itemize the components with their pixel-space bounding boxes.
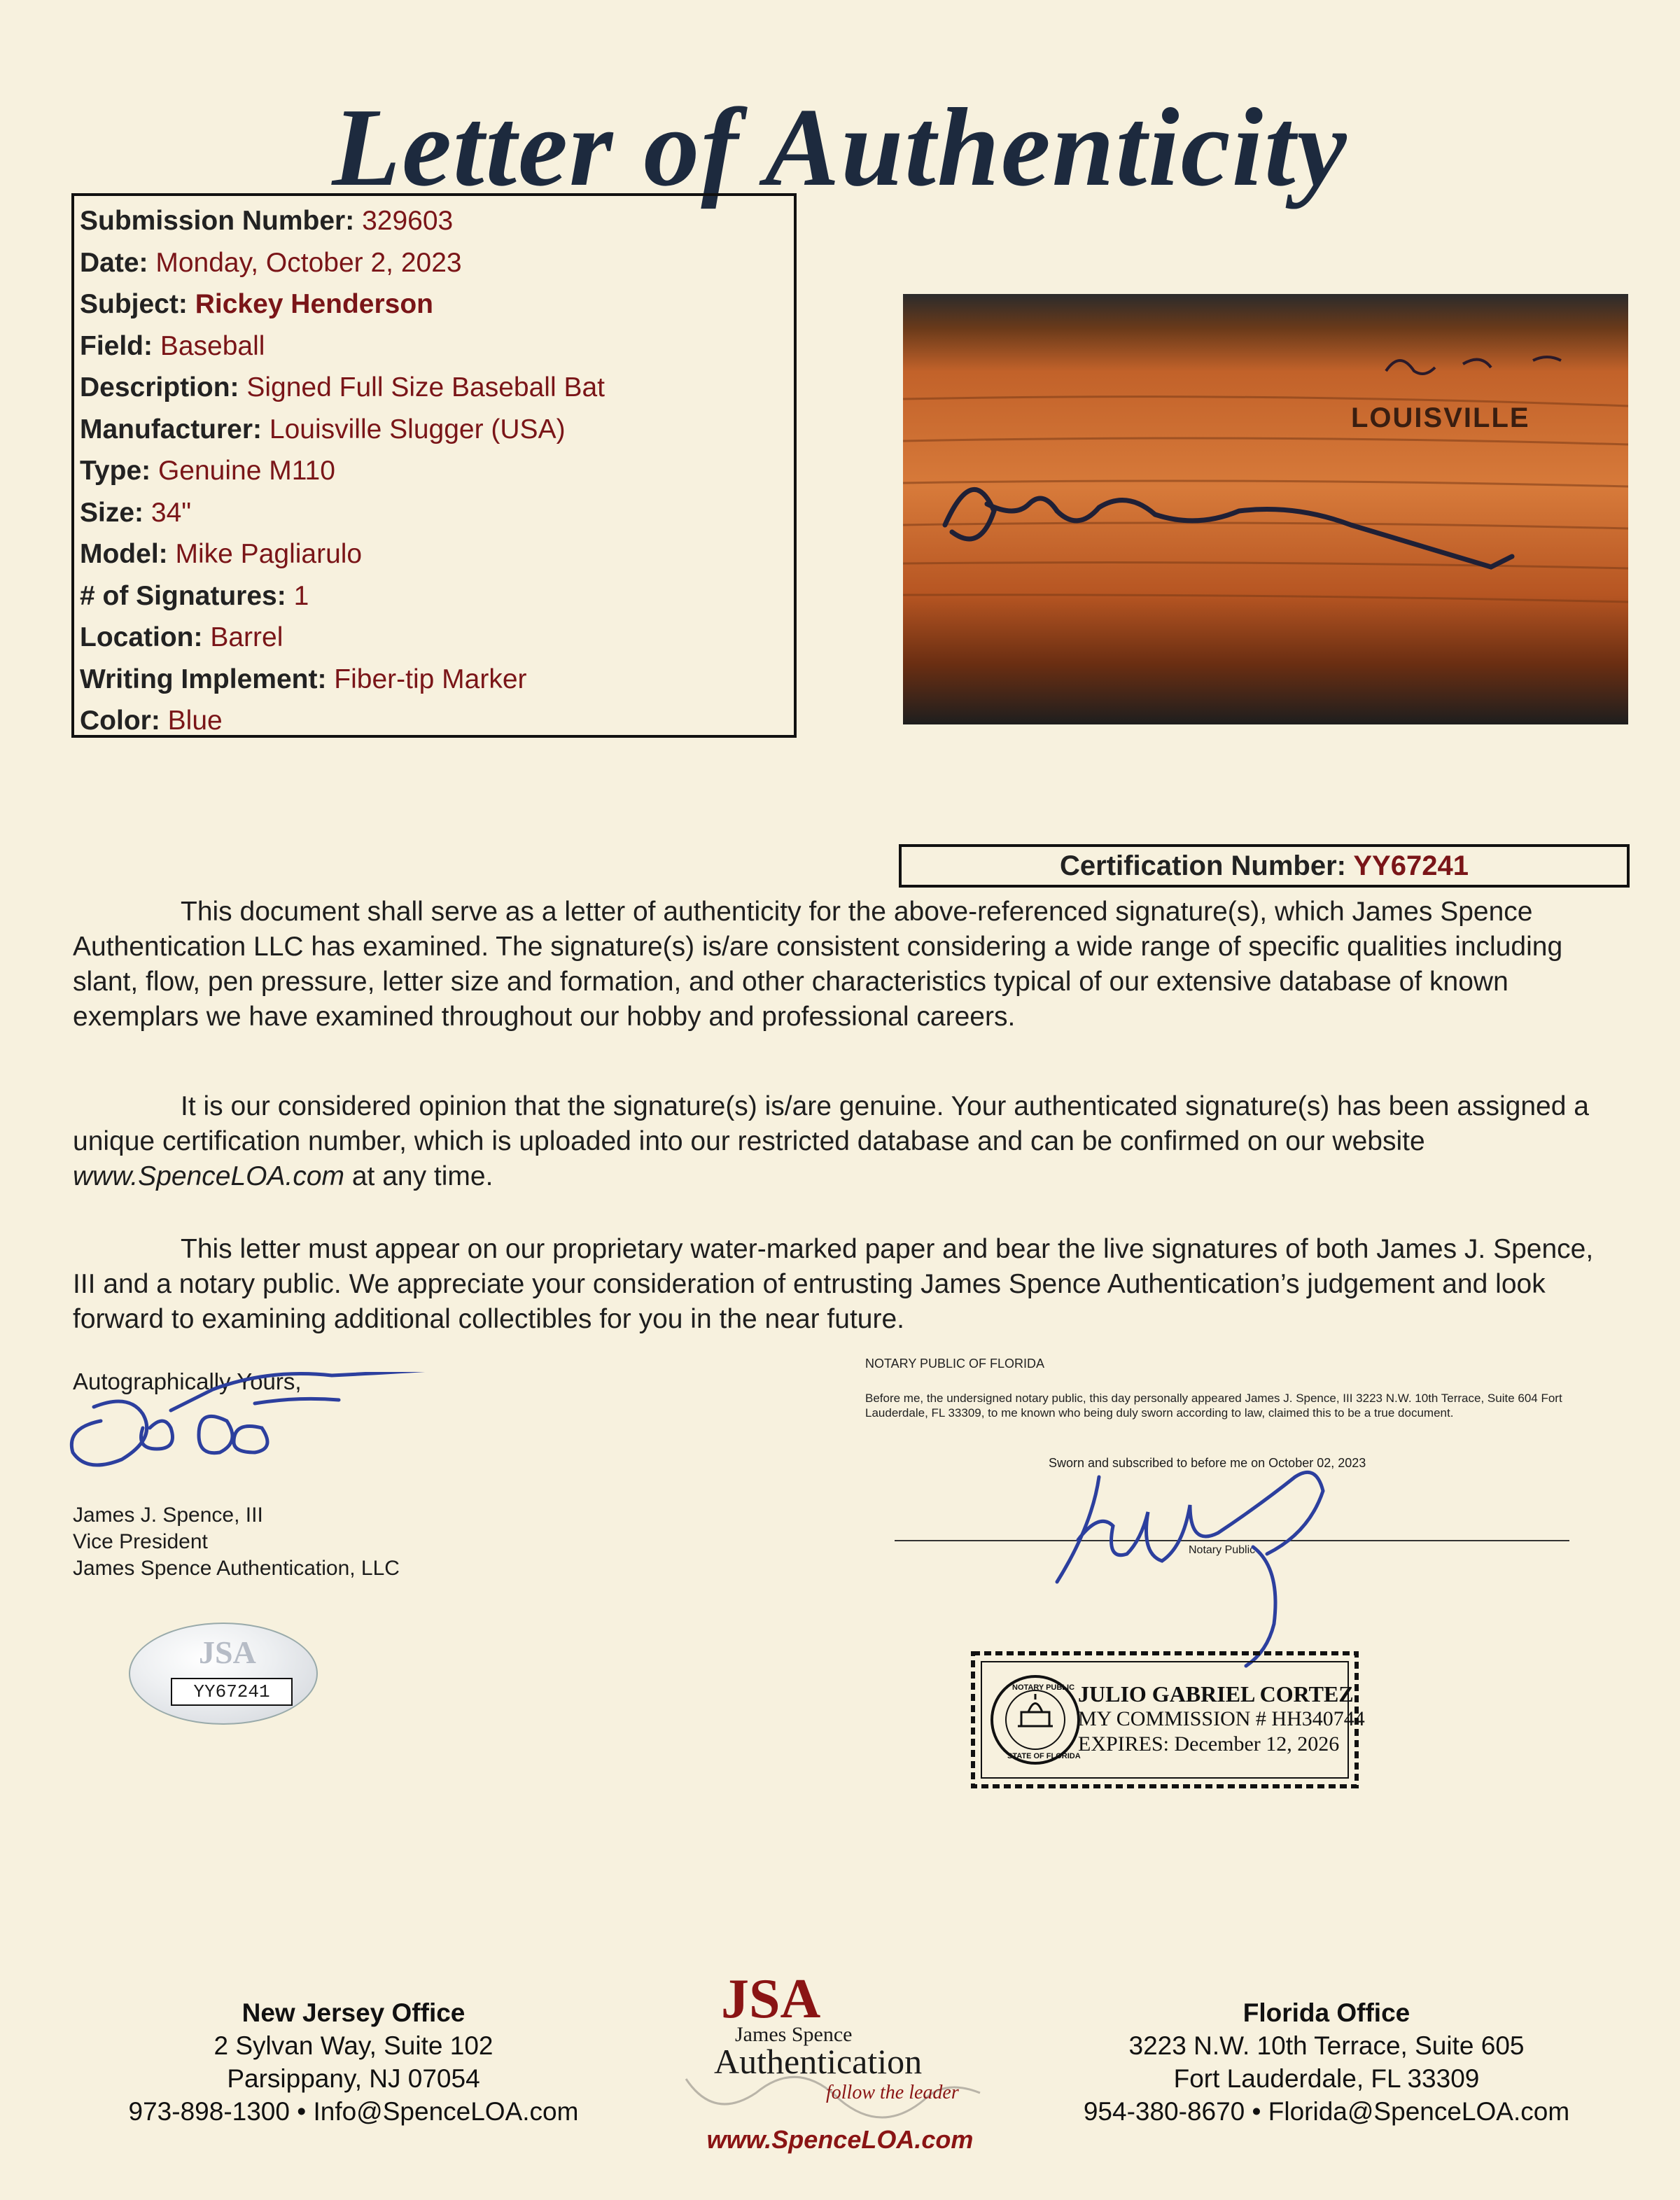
florida-office: Florida Office 3223 N.W. 10th Terrace, Suite 605 Fort Lauderdale, FL 33309 954-380-8670 • Florida@SpenceLOA.com [1036, 1996, 1617, 2128]
detail-value: Rickey Henderson [195, 289, 434, 319]
logo-mark: JSA [721, 1968, 821, 2030]
notary-stamp-text [1078, 1681, 1365, 1757]
signed-bat-photo [903, 294, 1628, 724]
detail-value: Blue [167, 706, 223, 736]
detail-value: Fiber-tip Marker [334, 664, 527, 694]
detail-value: Baseball [160, 330, 265, 361]
jsa-hologram-sticker [129, 1623, 318, 1725]
office-phone: 954-380-8670 [1083, 2097, 1245, 2126]
certification-number: YY67241 [1353, 850, 1469, 881]
logo-line2: Authentication [714, 2042, 923, 2081]
detail-row [80, 325, 788, 367]
logo-website: www.SpenceLOA.com [706, 2125, 974, 2154]
jsa-logo [658, 1960, 1022, 2149]
paragraph-3: This letter must appear on our proprietary water-marked paper and bear the live signatures of both James J. Spence, III and a notary public. We appreciate your consideration of entrusting James Spence Authentication’s judgement and look forward to examining additional collectibles for you in the near future. [73, 1234, 1594, 1334]
signer-company: James Spence Authentication, LLC [73, 1557, 400, 1580]
detail-value: Monday, October 2, 2023 [155, 247, 462, 278]
office-city: Fort Lauderdale, FL 33309 [1173, 2064, 1480, 2093]
detail-row [80, 659, 788, 701]
detail-label: Manufacturer: [80, 414, 262, 444]
detail-value: 1 [293, 580, 309, 611]
new-jersey-office: New Jersey Office 2 Sylvan Way, Suite 102 Parsippany, NJ 07054 973-898-1300 • Info@SpenceLOA.com [63, 1996, 644, 2128]
svg-text:JSA: JSA [199, 1634, 256, 1670]
detail-value: Signed Full Size Baseball Bat [246, 372, 606, 402]
signer-title: Vice President [73, 1530, 208, 1553]
notary-sworn-text: Sworn and subscribed to before me on October 02, 2023 [1049, 1456, 1366, 1470]
paragraph-2: It is our considered opinion that the signature(s) is/are genuine. Your authenticated signature(s) has been assigned a unique certification number, which is uploaded into our restricted database and can be confirmed on our website www.SpenceLOA.com at any time. [73, 1091, 1589, 1191]
seal-top-text: NOTARY PUBLIC [1012, 1683, 1075, 1692]
notary-text: Before me, the undersigned notary public, this day personally appeared James J. Spence, III 3223 N.W. 10th Terrace, Suite 604 Fort Lauderdale, FL 33309, to me known who being duly sworn according to law, claimed this to be a true document. [865, 1392, 1562, 1420]
signer-name: James J. Spence, III [73, 1504, 263, 1527]
notary-heading: NOTARY PUBLIC OF FLORIDA [865, 1357, 1045, 1371]
office-name: New Jersey Office [241, 1998, 465, 2027]
hologram-number: YY67241 [171, 1678, 293, 1706]
detail-label: Description: [80, 372, 239, 402]
detail-label: Location: [80, 622, 203, 652]
notary-line-label: Notary Public [1189, 1544, 1256, 1556]
office-email: Info@SpenceLOA.com [313, 2097, 579, 2126]
detail-label: Writing Implement: [80, 664, 327, 694]
office-city: Parsippany, NJ 07054 [227, 2064, 480, 2093]
detail-row [80, 242, 788, 284]
detail-label: Date: [80, 247, 148, 278]
seal-bottom-text: STATE OF FLORIDA [1007, 1752, 1081, 1760]
detail-value: Genuine M110 [158, 456, 335, 486]
detail-label: Size: [80, 497, 144, 528]
detail-row [80, 367, 788, 409]
bat-brand-text: LOUISVILLE [1351, 402, 1530, 433]
detail-label: Subject: [80, 289, 188, 319]
detail-row [80, 409, 788, 451]
notary-commission: MY COMMISSION # HH340744 [1078, 1707, 1365, 1730]
certification-number-box [899, 844, 1630, 888]
detail-value: 34" [150, 497, 192, 528]
notary-name: JULIO GABRIEL CORTEZ [1078, 1681, 1354, 1707]
website-link: www.SpenceLOA.com [73, 1161, 345, 1191]
detail-row [80, 617, 788, 659]
certification-label: Certification Number: [1060, 850, 1346, 881]
detail-row [80, 533, 788, 575]
detail-row [80, 200, 788, 242]
office-email: Florida@SpenceLOA.com [1268, 2097, 1570, 2126]
logo-tagline: follow the leader [826, 2082, 959, 2103]
document-title: Letter of Authenticity [332, 85, 1348, 209]
detail-value: Barrel [210, 622, 284, 652]
hologram-jsa-watermark [130, 1624, 316, 1723]
office-phone: 973-898-1300 [128, 2097, 290, 2126]
detail-value: Louisville Slugger (USA) [269, 414, 566, 444]
detail-row [80, 700, 788, 742]
signer-block [73, 1502, 400, 1582]
office-name: Florida Office [1242, 1998, 1410, 2027]
detail-row [80, 283, 788, 325]
office-street: 2 Sylvan Way, Suite 102 [214, 2031, 493, 2060]
detail-label: Submission Number: [80, 206, 355, 236]
detail-label: Color: [80, 706, 160, 736]
detail-label: # of Signatures: [80, 580, 286, 611]
notary-signature [1022, 1463, 1414, 1673]
detail-label: Field: [80, 330, 153, 361]
detail-row [80, 492, 788, 534]
detail-label: Type: [80, 456, 151, 486]
office-street: 3223 N.W. 10th Terrace, Suite 605 [1128, 2031, 1525, 2060]
submission-details-box [71, 193, 797, 738]
detail-value: 329603 [362, 206, 454, 236]
closing-text: Autographically Yours, [73, 1368, 302, 1394]
detail-row [80, 450, 788, 492]
logo-line1: James Spence [735, 2023, 853, 2046]
spence-signature [59, 1372, 465, 1477]
detail-value: Mike Pagliarulo [175, 539, 363, 569]
detail-row [80, 575, 788, 617]
notary-expires: EXPIRES: December 12, 2026 [1078, 1732, 1340, 1756]
detail-label: Model: [80, 539, 168, 569]
notary-block [865, 1357, 1565, 1420]
paragraph-1: This document shall serve as a letter of authenticity for the above-referenced signature(s), which James Spence Authentication LLC has examined. The signature(s) is/are consistent considering a wide range of specific qualities including slant, flow, pen pressure, letter size and formation, and other characteristics typical of our extensive database of known exemplars we have examined throughout our hobby and professional careers. [73, 897, 1563, 1032]
